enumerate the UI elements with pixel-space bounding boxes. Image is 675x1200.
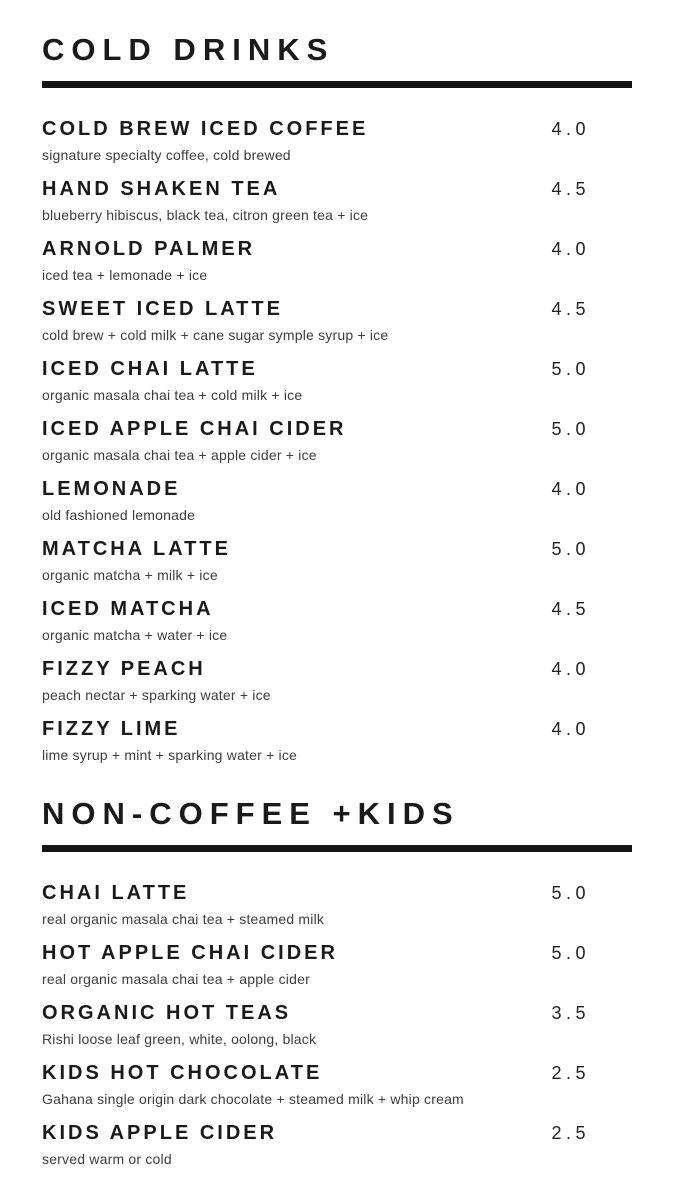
item-name: HOT APPLE CHAI CIDER <box>42 942 338 964</box>
item-name: ORGANIC HOT TEAS <box>42 1002 292 1024</box>
menu-item-row <box>42 418 632 440</box>
menu-item <box>42 238 632 298</box>
item-name: LEMONADE <box>42 478 181 500</box>
menu-item <box>42 418 632 478</box>
item-description: blueberry hibiscus, black tea, citron green tea + ice <box>42 207 369 223</box>
item-price: 2.5 <box>551 1123 590 1143</box>
section-divider <box>42 81 632 88</box>
menu-item <box>42 598 632 658</box>
item-description: organic matcha + water + ice <box>42 627 228 643</box>
section-divider <box>42 845 632 852</box>
menu-item <box>42 658 632 718</box>
item-name: ARNOLD PALMER <box>42 238 256 260</box>
item-price: 5.0 <box>551 943 590 963</box>
menu-item <box>42 178 632 238</box>
item-name: CHAI LATTE <box>42 882 190 904</box>
menu-item <box>42 118 632 178</box>
menu-item <box>42 478 632 538</box>
item-price: 4.0 <box>551 479 590 499</box>
item-price: 3.5 <box>551 1003 590 1023</box>
item-description: lime syrup + mint + sparking water + ice <box>42 747 298 763</box>
menu-item <box>42 1122 632 1182</box>
item-description: old fashioned lemonade <box>42 507 196 523</box>
menu-item <box>42 1062 632 1122</box>
item-price: 4.5 <box>551 299 590 319</box>
item-price: 4.5 <box>551 599 590 619</box>
item-description: Rishi loose leaf green, white, oolong, black <box>42 1031 317 1047</box>
item-name: KIDS APPLE CIDER <box>42 1122 278 1144</box>
menu-item-row <box>42 538 632 560</box>
item-description: signature specialty coffee, cold brewed <box>42 147 291 163</box>
menu-item <box>42 1002 632 1062</box>
item-name: FIZZY LIME <box>42 718 181 740</box>
menu-item-row <box>42 1122 632 1144</box>
item-description: Gahana single origin dark chocolate + steamed milk + whip cream <box>42 1091 464 1107</box>
menu-section <box>42 33 632 778</box>
item-description: real organic masala chai tea + steamed milk <box>42 911 325 927</box>
menu-item-row <box>42 658 632 680</box>
menu-item <box>42 882 632 942</box>
item-description: organic masala chai tea + cold milk + ice <box>42 387 303 403</box>
section-title: COLD DRINKS <box>42 32 335 67</box>
item-name: ICED CHAI LATTE <box>42 358 258 380</box>
item-description: organic matcha + milk + ice <box>42 567 218 583</box>
menu-item <box>42 298 632 358</box>
item-price: 5.0 <box>551 359 590 379</box>
menu-item <box>42 718 632 778</box>
menu-item-row <box>42 882 632 904</box>
menu-section <box>42 797 632 1182</box>
menu-item-row <box>42 478 632 500</box>
menu-item <box>42 538 632 598</box>
item-name: ICED MATCHA <box>42 598 214 620</box>
menu-item-row <box>42 718 632 740</box>
section-items <box>42 118 632 778</box>
item-price: 4.0 <box>551 239 590 259</box>
menu-item-row <box>42 358 632 380</box>
item-description: peach nectar + sparking water + ice <box>42 687 271 703</box>
menu-item-row <box>42 598 632 620</box>
menu-item-row <box>42 1062 632 1084</box>
item-name: FIZZY PEACH <box>42 658 206 680</box>
item-price: 4.0 <box>551 719 590 739</box>
menu-item-row <box>42 178 632 200</box>
menu-item-row <box>42 118 632 140</box>
menu-item-row <box>42 298 632 320</box>
item-price: 2.5 <box>551 1063 590 1083</box>
item-description: iced tea + lemonade + ice <box>42 267 208 283</box>
item-price: 5.0 <box>551 419 590 439</box>
section-title: NON-COFFEE +KIDS <box>42 796 460 831</box>
menu-item-row <box>42 238 632 260</box>
menu-item <box>42 358 632 418</box>
item-price: 4.0 <box>551 659 590 679</box>
item-name: MATCHA LATTE <box>42 538 231 560</box>
item-description: cold brew + cold milk + cane sugar symple syrup + ice <box>42 327 389 343</box>
item-price: 4.0 <box>551 119 590 139</box>
item-description: organic masala chai tea + apple cider + ice <box>42 447 317 463</box>
menu-item <box>42 942 632 1002</box>
item-price: 4.5 <box>551 179 590 199</box>
menu-item-row <box>42 942 632 964</box>
section-items <box>42 882 632 1182</box>
item-name: ICED APPLE CHAI CIDER <box>42 418 347 440</box>
item-name: SWEET ICED LATTE <box>42 298 283 320</box>
item-price: 5.0 <box>551 539 590 559</box>
item-description: real organic masala chai tea + apple cider <box>42 971 310 987</box>
item-name: KIDS HOT CHOCOLATE <box>42 1062 323 1084</box>
item-description: served warm or cold <box>42 1151 172 1167</box>
menu-item-row <box>42 1002 632 1024</box>
item-name: COLD BREW ICED COFFEE <box>42 118 369 140</box>
item-price: 5.0 <box>551 883 590 903</box>
item-name: HAND SHAKEN TEA <box>42 178 281 200</box>
